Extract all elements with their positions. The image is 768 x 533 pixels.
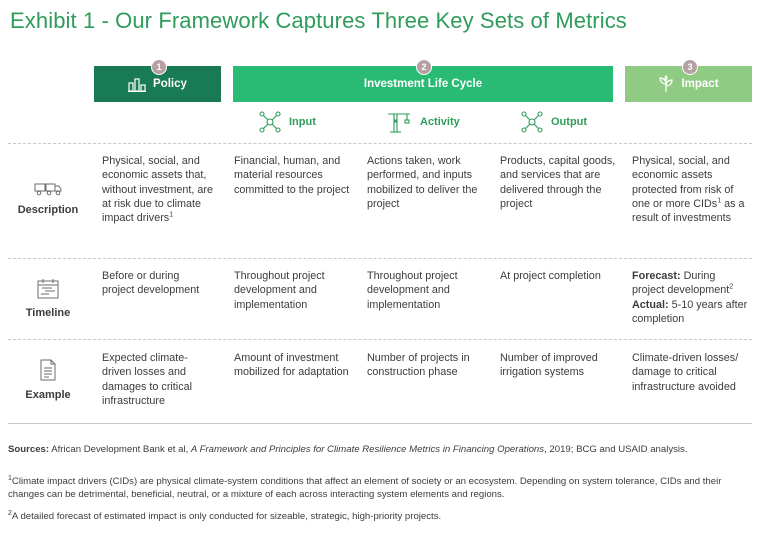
crane-icon xyxy=(386,111,412,133)
row-divider xyxy=(8,339,752,340)
footnote-1: $^1$Climate impact drivers (CIDs) are physical climate-system conditions that affect an element of society or an ecosystem. Depending on system tolerance, CIDs and their changes can be detrimental, beneficial, neutral, or a mixture of each across interacting system elements and regions. xyxy=(8,474,722,500)
timeline-policy-cell: Before or during project development xyxy=(102,270,200,297)
page-title: Exhibit 1 - Our Framework Captures Three Key Sets of Metrics xyxy=(10,8,627,33)
example-impact-cell: Climate-driven losses/ damage to critical infrastructure avoided xyxy=(632,352,739,393)
timeline-activity-cell: Throughout project development and implementation xyxy=(367,270,458,311)
row-label-timeline: Timeline xyxy=(25,307,71,319)
footnote-2: $^2$A detailed forecast of estimated impact is only conducted for sizeable, strategic, high-priority projects. xyxy=(8,509,442,522)
row-header-timeline xyxy=(8,279,88,319)
description-activity-cell: Actions taken, work performed, and inputs mobilized to deliver the project xyxy=(367,155,478,210)
row-label-description: Description xyxy=(17,204,79,216)
example-policy-cell: Expected climate-driven losses and damages to critical infrastructure xyxy=(102,352,193,407)
header-lifecycle-label: Investment Life Cycle xyxy=(363,78,483,90)
lifecycle-number-badge: 2 xyxy=(416,59,432,75)
subheader-activity-label: Activity xyxy=(420,116,460,128)
subheader-input xyxy=(259,111,316,133)
document-icon xyxy=(39,359,57,381)
description-impact-cell: Physical, social, and economic assets protected from risk of one or more CIDs$^1$ as a result of investments xyxy=(632,155,745,225)
description-policy-cell: Physical, social, and economic assets that, without investment, are at risk due to climate impact drivers$^1$ xyxy=(102,155,214,225)
timeline-input-cell: Throughout project development and implementation xyxy=(234,270,325,311)
footer-divider xyxy=(8,423,752,424)
sources-note: Sources: African Development Bank et al, A Framework and Principles for Climate Resilience Metrics in Financing Operations, 2019; BCG and USAID analysis. xyxy=(8,444,688,455)
subheader-output xyxy=(521,111,587,133)
subheader-output-label: Output xyxy=(551,116,588,128)
row-header-example xyxy=(8,359,88,401)
description-input-cell: Financial, human, and material resources committed to the project xyxy=(234,155,350,196)
row-header-description xyxy=(8,182,88,216)
header-policy-label: Policy xyxy=(153,78,187,90)
example-input-cell: Amount of investment mobilized for adaptation xyxy=(234,352,349,379)
subheader-activity xyxy=(386,111,460,133)
example-activity-cell: Number of projects in construction phase xyxy=(367,352,470,379)
truck-icon xyxy=(34,182,62,196)
timeline-output-cell: At project completion xyxy=(500,270,601,282)
header-impact-label: Impact xyxy=(681,78,719,90)
network-icon xyxy=(259,111,281,133)
network-icon xyxy=(521,111,543,133)
buildings-chart-icon xyxy=(128,76,146,92)
timeline-impact-cell: Forecast: During project development$^2$ Actual: 5-10 years after completion xyxy=(632,270,748,325)
description-output-cell: Products, capital goods, and services that are delivered through the project xyxy=(500,155,616,210)
subheader-input-label: Input xyxy=(289,116,316,128)
row-label-example: Example xyxy=(25,389,71,401)
plant-icon xyxy=(658,75,674,93)
policy-number-badge: 1 xyxy=(151,59,167,75)
impact-number-badge: 3 xyxy=(682,59,698,75)
row-divider xyxy=(8,143,752,144)
calendar-icon xyxy=(36,279,60,299)
row-divider xyxy=(8,258,752,259)
example-output-cell: Number of improved irrigation systems xyxy=(500,352,598,379)
